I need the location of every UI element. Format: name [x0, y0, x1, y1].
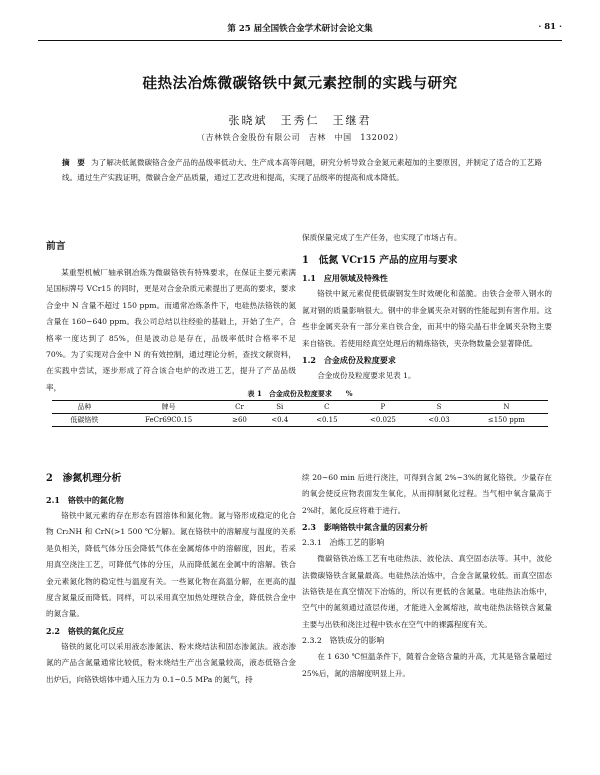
table-cell: ≥60 — [232, 416, 247, 424]
section-1-heading: 1 低氮 VCr15 产品的应用与要求 — [302, 255, 458, 267]
table-header-cell: C — [324, 403, 330, 411]
table-header-cell: P — [380, 403, 386, 411]
table-cell: FeCr69C0.15 — [145, 416, 193, 424]
table-caption: 表 1 合金成份及粒度要求 % — [247, 389, 353, 398]
section-2-3-2-heading: 2.3.2 铬铁成分的影响 — [302, 636, 385, 646]
abstract-text: 为了解决低氮微碳铬合金产品的品级率低动大、生产成本高等问题，研究分析导致合金氮元素超加的主要原因，并制定了适合的工艺路线。通过生产实践证明，微碳合金产品质量，通过工艺改进和提高，实现了品级率的提高和成本降低。 — [62, 158, 543, 182]
table-header-cell: 牌号 — [161, 403, 176, 411]
right-column-upper — [302, 230, 552, 384]
intro-paragraph: 某重型机械厂轴承钢冶炼为微碳铬铁有特殊要求，在保证主要元素满足国标牌号 VCr15 的同时，更是对合金杂质元素提出了更高的要求，要求合金中 N 含量不超过 150 ppm。而通常冶炼条件下，电硅热法铬铁的氮含量在 160~640 ppm。我公司总结以往经验的基础上，开始了生产，合格率一度达到了 85%，但是波动总是存在，品级率低时合格率不足 70%。为了实现对合金中 N 的有效控制，通过理论分析，查找文献资料，在实践中尝试，逐步形成了符合该合电炉的改进工艺，提升了产品品级率， — [46, 268, 296, 392]
section-2-3-1-heading: 2.3.1 冶炼工艺的影响 — [302, 538, 385, 548]
section-2-2-paragraph: 铬铁的氮化可以采用液态渗氮法、粉末烧结法和固态渗氮法。液态渗氮的产品含氮量通常比较低，粉末烧结生产出含氮量较高，液态低铬合金出炉后，向铬铁熔体中通入压力为 0.1~0.5 MPa 的氮气，持 — [46, 641, 296, 684]
table-header-cell: S — [436, 403, 442, 411]
section-2-3-1-paragraph: 微碳铬铁冶炼工艺有电硅热法、波伦法、真空固态法等。其中，波伦法微碳铬铁含氮量最高。电硅热法冶炼中，合金含氮量较低。而真空固态法铬铁是在真空情况下冶炼的，所以有更低的含氮量。电硅热法冶炼中，空气中的氮须通过渣层传递，才能进入金属熔池，故电硅热法铬铁含氮量主要与出铁和浇注过程中铁水在空气中的裸露程度有关。 — [302, 554, 552, 629]
section-2-heading: 2 渗氮机理分析 — [46, 473, 122, 484]
section-1-2-heading: 1.2 合金成份及粒度要求 — [302, 355, 396, 366]
table-header-cell: 品种 — [77, 403, 92, 411]
journal-name: 第 25 届全国铁合金学术研讨会论文集 — [227, 24, 373, 34]
abstract — [62, 155, 542, 185]
table-cell: ≤150 ppm — [487, 416, 525, 424]
table-cell: <0.15 — [316, 416, 338, 424]
table-header-cell: Cr — [235, 403, 244, 411]
table-cell: <0.025 — [369, 416, 396, 424]
table-cell: <0.4 — [271, 416, 289, 424]
left-column-lower — [46, 470, 296, 688]
composition-table — [52, 400, 548, 427]
section-1-2-paragraph: 合金成份及粒度要求见表 1。 — [317, 371, 416, 381]
section-1-1-paragraph: 铬铁中氮元素促使低碳钢发生时效硬化和蓝脆。由铁合金带入钢水的氮对钢的质量影响很大。钢中的非金属夹杂对钢的性能起到有害作用。这些非金属夹杂有一部分来自铁合金，而其中的铬尖晶石非金属夹杂物主要来自铬铁。若使用经真空处理后的精炼铬铁，夹杂物数量会显著降低。 — [302, 289, 552, 348]
table-row — [52, 414, 548, 427]
section-2-2-heading: 2.2 铬铁的氮化反应 — [46, 625, 124, 636]
page-number: · 81 · — [538, 22, 562, 32]
section-2-3-2-paragraph: 在 1 630 ℃恒温条件下，随着合金铬含量的升高，尤其是铬含量超过 25%后，氮的溶解度明显上升。 — [302, 652, 552, 678]
table-header-cell: Si — [276, 403, 284, 411]
section-2-2-continued: 续 20~60 min 后进行浇注，可得到含氮 2%~3%的氮化铬铁。少量存在的氧会使反应物表面发生氧化，从而抑制氮化过程。当气相中氧含量高于 2%时，氮化反应将难于进行。 — [302, 473, 552, 515]
intro-heading: 前言 — [46, 241, 66, 252]
header-rule — [38, 40, 562, 41]
table-cell: 低碳铬铁 — [70, 416, 99, 424]
left-column-upper — [46, 238, 296, 396]
abstract-label: 摘 要 — [62, 158, 85, 167]
author-list: 张晓斌 王秀仁 王继君 — [228, 114, 372, 127]
section-2-3-heading: 2.3 影响铬铁中氮含量的因素分析 — [302, 522, 428, 533]
table-header-row — [52, 401, 548, 414]
intro-paragraph-end: 保质保量完成了生产任务，也实现了市场占有。 — [302, 233, 462, 242]
running-header — [38, 22, 562, 38]
table-cell: <0.03 — [428, 416, 450, 424]
paper-title: 硅热法冶炼微碳铬铁中氮元素控制的实践与研究 — [142, 75, 458, 92]
right-column-lower — [302, 470, 552, 682]
section-2-1-paragraph: 铬铁中氮元素的存在形态有固溶体和氮化物。氮与铬形成稳定的化合物 Cr₂NH 和 CrN(>1 500 ℃分解)。氮在铬铁中的溶解度与温度的关系是负相关，降低气体分压会降低气体在金属熔体中的溶解度，因此，若采用真空浇注工艺，可降低气体的分压，从而降低氮在金属中的溶解。铁合金元素氮化物的稳定性与温度有关。一些氮化物在高温分解，在更高的温度含氮量反而降低。同样，可以采用真空加热处理铁合金，降低铁合金中的氮含量。 — [46, 511, 296, 619]
section-2-1-heading: 2.1 铬铁中的氮化物 — [46, 495, 124, 505]
section-1-1-heading: 1.1 应用领域及特殊性 — [302, 273, 388, 284]
table-header-cell: N — [503, 403, 510, 411]
affiliation: （吉林铁合金股份有限公司 吉林 中国 132002） — [196, 133, 404, 142]
